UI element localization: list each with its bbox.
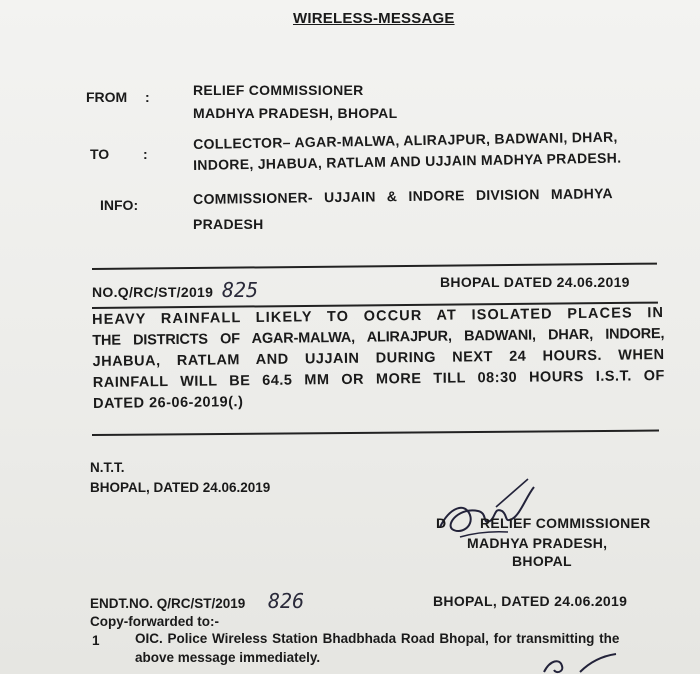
to-label: TO [90,146,110,162]
signature-mark [540,652,620,674]
place-date: BHOPAL, DATED 24.06.2019 [90,480,271,495]
to-line-1: COLLECTOR– AGAR-MALWA, ALIRAJPUR, BADWANI, DHAR, [193,128,618,152]
signatory-prefix: D [436,515,447,531]
ref-number-prefix: NO.Q/RC/ST/2019 [92,284,214,300]
info-line-1: COMMISSIONER- UJJAIN & INDORE DIVISION MADHYA [193,185,613,207]
endt-number-prefix: ENDT.NO. Q/RC/ST/2019 [90,596,246,611]
copy-heading: Copy-forwarded to:- [90,614,219,629]
ntt-label: N.T.T. [90,460,125,475]
info-line-2: PRADESH [193,216,264,232]
to-line-2: INDORE, JHABUA, RATLAM AND UJJAIN MADHYA PRADESH. [193,149,622,173]
divider-rule [92,263,657,270]
signatory-line-3: BHOPAL [512,553,572,569]
signatory-line-1: RELIEF COMMISSIONER [480,515,651,531]
to-colon: : [143,146,148,162]
endt-date: BHOPAL, DATED 24.06.2019 [433,593,628,609]
from-line-1: RELIEF COMMISSIONER [193,82,364,98]
message-line: DATED 26-06-2019(.) [93,394,244,412]
document-title: WIRELESS-MESSAGE [293,10,455,27]
from-colon: : [145,89,150,105]
endt-number-handwritten: 826 [268,589,305,613]
signatory-line-2: MADHYA PRADESH, [467,535,608,551]
info-label: INFO: [100,197,139,213]
from-label: FROM [86,89,128,105]
copy-item-line-2: above message immediately. [135,650,321,665]
copy-item-line-1: OIC. Police Wireless Station Bhadbhada Road Bhopal, for transmitting the [135,631,620,646]
ref-number-handwritten: 825 [222,278,259,302]
divider-rule [92,430,659,436]
message-line: THE DISTRICTS OF AGAR-MALWA, ALIRAJPUR, BADWANI, DHAR, INDORE, [92,326,665,349]
message-line: RAINFALL WILL BE 64.5 MM OR MORE TILL 08:30 HOURS I.S.T. OF [92,368,665,391]
message-line: HEAVY RAINFALL LIKELY TO OCCUR AT ISOLATED PLACES IN [92,305,665,328]
copy-item-number: 1 [92,633,100,648]
message-line: JHABUA, RATLAM AND UJJAIN DURING NEXT 24 HOURS. WHEN [92,347,665,370]
ref-date: BHOPAL DATED 24.06.2019 [440,274,630,290]
from-line-2: MADHYA PRADESH, BHOPAL [193,105,398,121]
message-body [92,305,665,417]
